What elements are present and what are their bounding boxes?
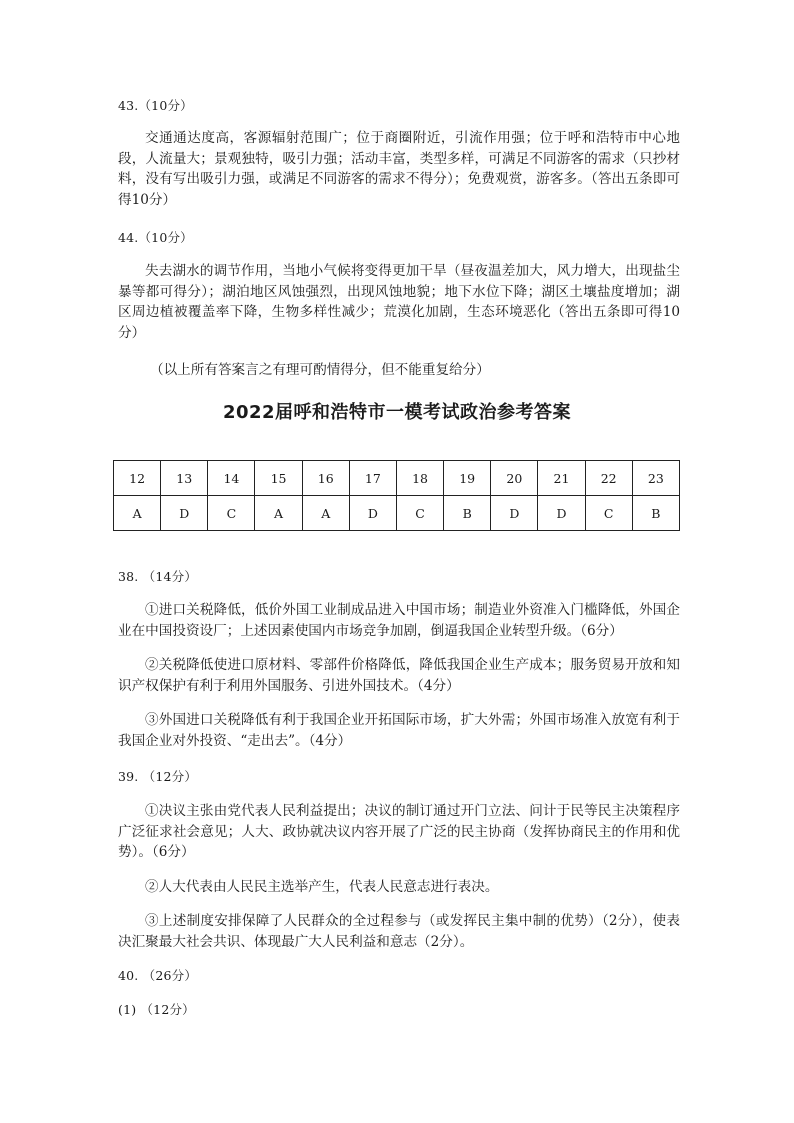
question-number-cell: 20: [491, 461, 538, 496]
q43-heading: 43.（10分）: [118, 98, 193, 113]
question-number-cell: 18: [396, 461, 443, 496]
q44-heading: 44.（10分）: [118, 230, 193, 245]
answer-cell: A: [114, 496, 161, 531]
answer-cell: D: [491, 496, 538, 531]
answer-row: [114, 496, 680, 531]
question-number-cell: 16: [302, 461, 349, 496]
answer-cell: D: [349, 496, 396, 531]
q39-point-1: ①决议主张由党代表人民利益提出；决议的制订通过开门立法、问计于民等民主决策程序广泛征求社会意见；人大、政协就决议内容开展了广泛的民主协商（发挥协商民主的作用和优势）。（6分）: [118, 803, 680, 860]
question-number-cell: 19: [444, 461, 491, 496]
q39-point-3: ③上述制度安排保障了人民群众的全过程参与（或发挥民主集中制的优势）（2分），使表决汇聚最大社会共识、体现最广大人民利益和意志（2分）。: [118, 913, 680, 950]
question-number-cell: 17: [349, 461, 396, 496]
answer-cell: C: [396, 496, 443, 531]
answer-cell: A: [302, 496, 349, 531]
answer-cell: B: [632, 496, 679, 531]
answer-table: [113, 460, 680, 531]
question-number-cell: 12: [114, 461, 161, 496]
answer-cell: C: [208, 496, 255, 531]
question-number-cell: 22: [585, 461, 632, 496]
q38-heading: 38. （14分）: [118, 569, 198, 584]
q38-point-3: ③外国进口关税降低有利于我国企业开拓国际市场，扩大外需；外国市场准入放宽有利于我国企业对外投资、“走出去”。（4分）: [118, 712, 680, 749]
q43-answer: 交通通达度高，客源辐射范围广；位于商圈附近，引流作用强；位于呼和浩特市中心地段，人流量大；景观独特，吸引力强；活动丰富，类型多样，可满足不同游客的需求（只抄材料，没有写出吸引力强，或满足不同游客的需求不得分）；免费观赏，游客多。（答出五条即可得10分）: [118, 130, 680, 208]
answer-cell: C: [585, 496, 632, 531]
grading-note: （以上所有答案言之有理可酌情得分，但不能重复给分）: [150, 362, 490, 378]
question-number-cell: 14: [208, 461, 255, 496]
answer-cell: D: [538, 496, 585, 531]
q44-answer: 失去湖水的调节作用，当地小气候将变得更加干旱（昼夜温差加大，风力增大，出现盐尘暴等都可得分）；湖泊地区风蚀强烈，出现风蚀地貌；地下水位下降；湖区土壤盐度增加；湖区周边植被覆盖率下降，生物多样性减少；荒漠化加剧，生态环境恶化（答出五条即可得10分）: [118, 263, 680, 341]
question-number-cell: 15: [255, 461, 302, 496]
q39-heading: 39. （12分）: [118, 769, 198, 784]
question-number-cell: 23: [632, 461, 679, 496]
question-number-row: [114, 461, 680, 496]
answer-cell: D: [161, 496, 208, 531]
q40-heading: 40. （26分）: [118, 968, 198, 983]
q39-point-2: ②人大代表由人民民主选举产生，代表人民意志进行表决。: [145, 879, 499, 895]
answer-cell: B: [444, 496, 491, 531]
answer-cell: A: [255, 496, 302, 531]
question-number-cell: 21: [538, 461, 585, 496]
page-title: 2022届呼和浩特市一模考试政治参考答案: [222, 402, 572, 423]
q38-point-2: ②关税降低使进口原材料、零部件价格降低，降低我国企业生产成本；服务贸易开放和知识产权保护有利于利用外国服务、引进外国技术。（4分）: [118, 657, 680, 694]
q38-point-1: ①进口关税降低，低价外国工业制成品进入中国市场；制造业外资准入门槛降低，外国企业在中国投资设厂；上述因素使国内市场竞争加剧，倒逼我国企业转型升级。（6分）: [118, 602, 680, 639]
q40-sub-1-heading: (1) （12分）: [118, 1002, 195, 1017]
question-number-cell: 13: [161, 461, 208, 496]
